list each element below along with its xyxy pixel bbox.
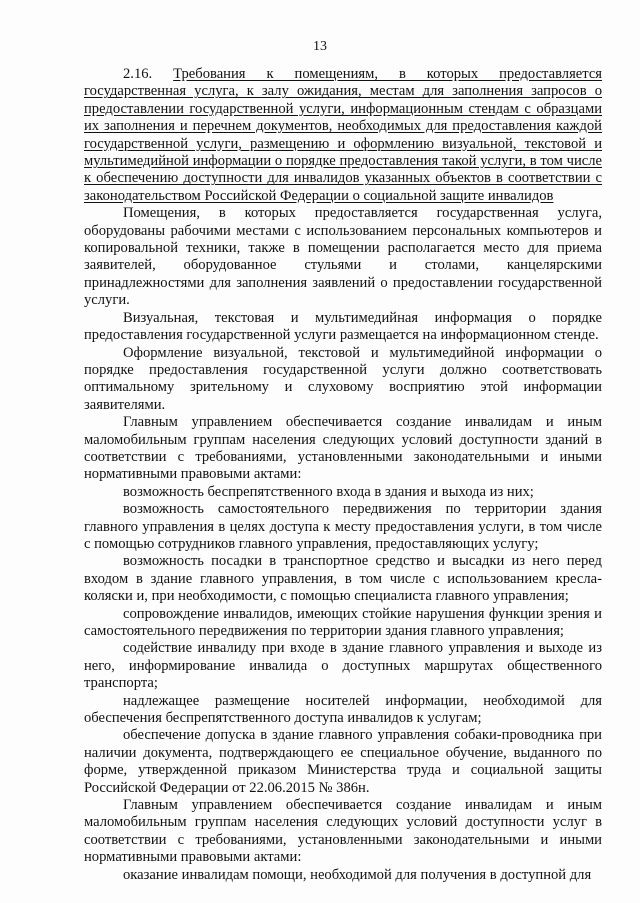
list-item: содействие инвалиду при входе в здание главного управления и выходе из него, информирование инвалида о доступных маршрутах общественного транспорта;: [84, 640, 602, 692]
list-item: обеспечение допуска в здание главного управления собаки-проводника при наличии документа, подтверждающего ее специальное обучение, выданного по форме, утвержденной приказом Министерства труда и социальной защиты Российской Федерации от 22.06.2015 № 386н.: [84, 727, 602, 796]
paragraph: Визуальная, текстовая и мультимедийная информация о порядке предоставления государственной услуги размещается на информационном стенде.: [84, 309, 602, 344]
paragraph: Помещения, в которых предоставляется государственная услуга, оборудованы рабочими местами с использованием персональных компьютеров и копировальной техники, также в помещении располагается место для приема заявителей, оборудованное стульями и столами, канцелярскими принадлежностями для заполнения заявлений о предоставлении государственной услуги.: [84, 205, 602, 309]
page-number: 13: [313, 39, 327, 54]
list-item: сопровождение инвалидов, имеющих стойкие нарушения функции зрения и самостоятельного передвижения по территории здания главного управления;: [84, 605, 602, 639]
list-item: возможность посадки в транспортное средство и высадки из него перед входом в здание главного управления, в том числе с использованием кресла-коляски и, при необходимости, с помощью специалиста главного управления;: [84, 553, 602, 605]
section-heading-text: Требования к помещениям, в которых предоставляется государственная услуга, к залу ожидания, местам для заполнения запросов о предоставлении государственной услуги, информационным стендам с образцами их заполнения и перечнем документов, необходимых для предоставления каждой государственной услуги, размещению и оформлению визуальной, текстовой и мультимедийной информации о порядке предоставления такой услуги, в том числе к обеспечению доступности для инвалидов указанных объектов в соответствии с законодательством Российской Федерации о социальной защите инвалидов: [84, 66, 603, 204]
paragraph: Оформление визуальной, текстовой и мультимедийной информации о порядке предоставления государственной услуги должно соответствовать оптимальному зрительному и слуховому восприятию этой информации заявителями.: [84, 344, 602, 413]
list-item: оказание инвалидам помощи, необходимой для получения в доступной для: [123, 866, 592, 883]
section-heading: [84, 66, 602, 205]
section-number: 2.16.: [123, 66, 153, 82]
paragraph: Главным управлением обеспечивается создание инвалидам и иным маломобильным группам населения следующих условий доступности зданий в соответствии с требованиями, установленными законодательными и иными нормативными правовыми актами:: [84, 414, 602, 483]
paragraph: Главным управлением обеспечивается создание инвалидам и иным маломобильным группам населения следующих условий доступности услуг в соответствии с требованиями, установленными законодательными и иными нормативными правовыми актами:: [84, 797, 602, 866]
list-item: возможность беспрепятственного входа в здания и выхода из них;: [123, 483, 534, 500]
list-item: возможность самостоятельного передвижения по территории здания главного управления в целях доступа к месту предоставления услуги, в том числе с помощью сотрудников главного управления, предоставляющих услугу;: [84, 501, 602, 552]
document-body: [84, 66, 602, 884]
list-item: надлежащее размещение носителей информации, необходимой для обеспечения беспрепятственного доступа инвалидов к услугам;: [84, 692, 602, 727]
